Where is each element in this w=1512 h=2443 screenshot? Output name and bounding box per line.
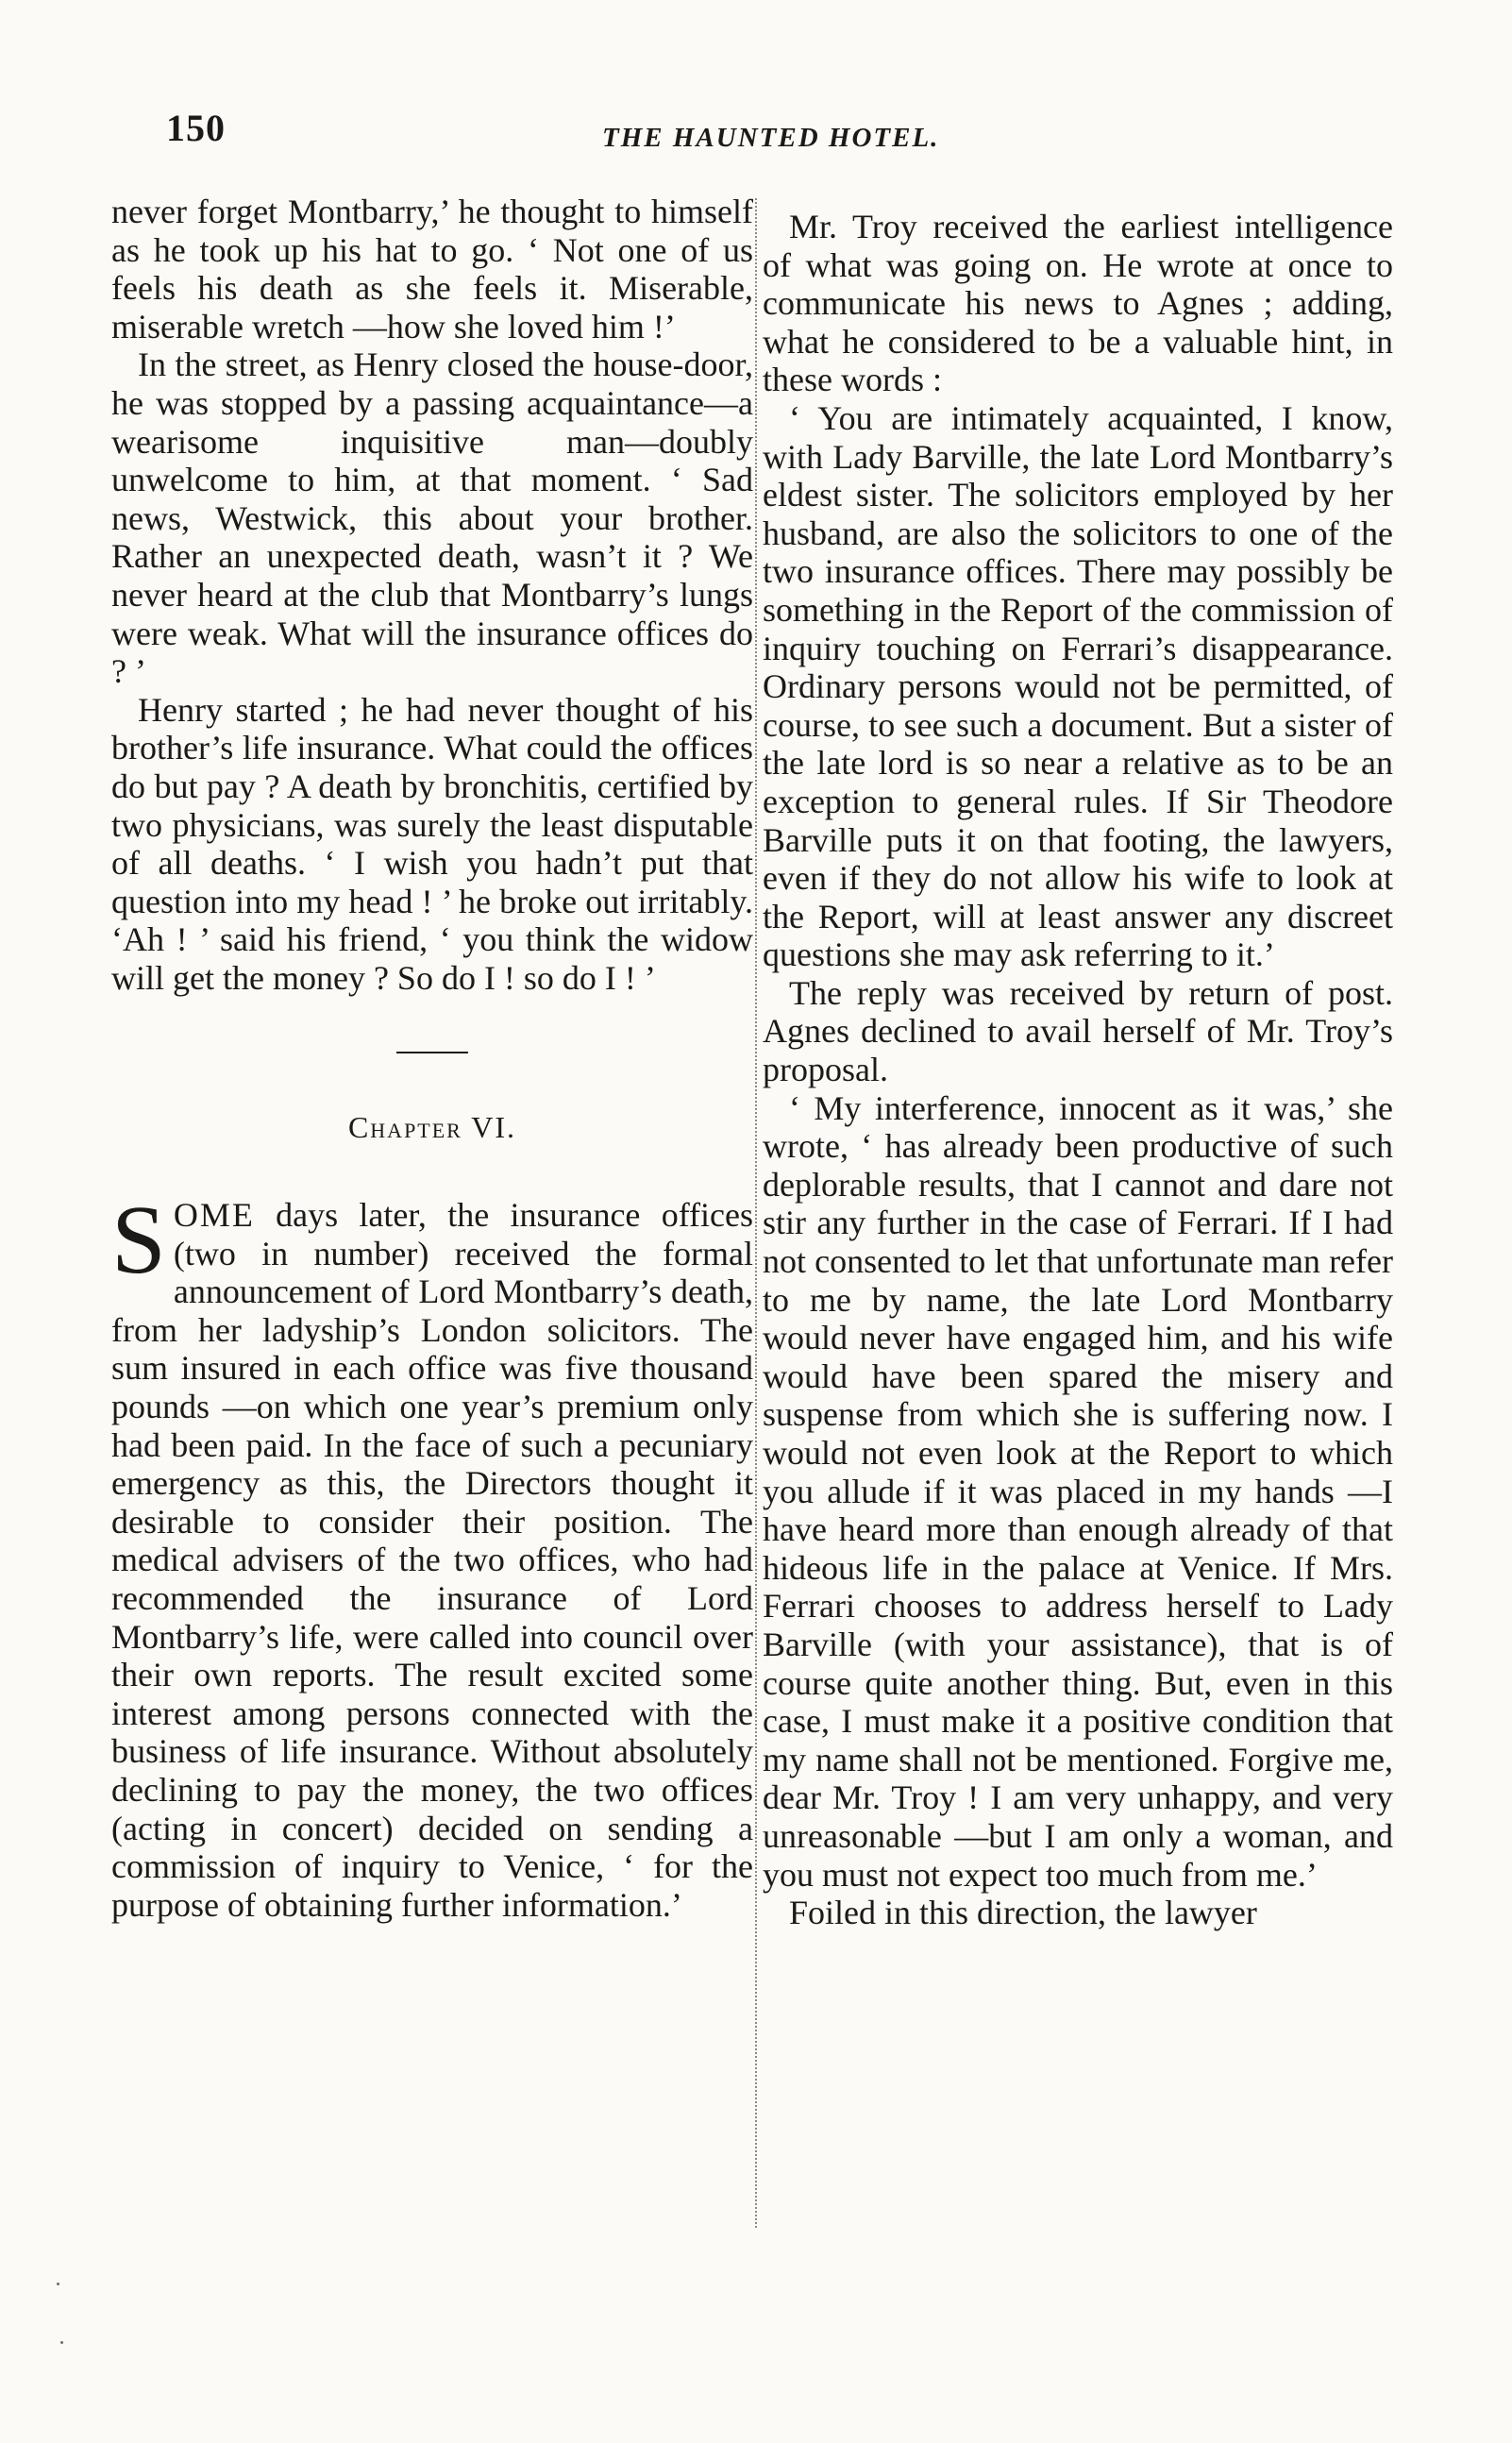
drop-cap: S (111, 1186, 166, 1295)
left-paragraph-1: never forget Montbarry,’ he thought to himself as he took up his hat to go. ‘ Not one of us feels his death as she feels it. Miserable, miserable wretch —how she loved him !’ (111, 193, 753, 345)
chapter-opening-text: days later, the insurance offices (two in number) received the formal announcement of Lord Montbarry’s death, from her ladyship’s London solicitors. The sum insured in each office was five thousand pounds —on which one year’s premium only had been paid. In the face of such a pecuniary emergency as this, the Directors thought it desirable to consider their position. The medical advisers of the two offices, who had recommended the insurance of Lord Montbarry’s life, were called into council over their own reports. The result excited some interest among persons connected with the business of life insurance. Without absolutely declining to pay the money, the two offices (acting in concert) decided on sending a commission of inquiry to Venice, ‘ for the purpose of obtaining further information.’ (111, 1196, 753, 1924)
left-paragraph-3: Henry started ; he had never thought of his brother’s life insurance. What could the offices do but pay ? A death by bronchitis, certified by two physicians, was surely the least disputable of all deaths. ‘ I wish you hadn’t put that question into my head ! ’ he broke out irritably. ‘Ah ! ’ said his friend, ‘ you think the widow will get the money ? So do I ! so do I ! ’ (111, 690, 753, 997)
column-gutter-divider (755, 198, 757, 2228)
left-column (111, 193, 753, 1924)
chapter-opening-paragraph (111, 1186, 753, 1924)
right-paragraph-3: The reply was received by return of post. Agnes declined to avail herself of Mr. Troy’s proposal. (763, 973, 1393, 1089)
chapter-first-word: OME (173, 1196, 255, 1235)
right-paragraph-1: Mr. Troy received the earliest intelligence of what was going on. He wrote at once to communicate his news to Agnes ; adding, what he considered to be a valuable hint, in these words : (763, 208, 1393, 399)
page-number: 150 (166, 107, 226, 149)
running-title: THE HAUNTED HOTEL. (602, 123, 940, 153)
section-rule (396, 1052, 468, 1053)
right-paragraph-5: Foiled in this direction, the lawyer (789, 1894, 1257, 1932)
right-column (763, 208, 1393, 1932)
paper-speck (60, 2341, 63, 2344)
chapter-heading: Chapter VI. (347, 1110, 517, 1145)
right-paragraph-4: ‘ My interference, innocent as it was,’ she wrote, ‘ has already been productive of such deplorable results, that I cannot and dare not stir any further in the case of Ferrari. If I had not consented to let that unfortunate man refer to me by name, the late Lord Montbarry would never have engaged him, and his wife would have been spared the misery and suspense from which she is suffering now. I would not even look at the Report to which you allude if it was placed in my hands —I have heard more than enough already of that hideous life in the palace at Venice. If Mrs. Ferrari chooses to address herself to Lady Barville (with your assistance), that is of course quite another thing. But, even in this case, I must make it a positive condition that my name shall not be mentioned. Forgive me, dear Mr. Troy ! I am very unhappy, and very unreasonable —but I am only a woman, and you must not expect too much from me.’ (763, 1088, 1393, 1894)
paper-speck (57, 2283, 59, 2285)
right-paragraph-2: ‘ You are intimately acquainted, I know, with Lady Barville, the late Lord Montbarry’s eldest sister. The solicitors employed by her husband, are also the solicitors to one of the two insurance offices. There may possibly be something in the Report of the commission of inquiry touching on Ferrari’s disappearance. Ordinary persons would not be permitted, of course, to see such a document. But a sister of the late lord is so near a relative as to be an exception to general rules. If Sir Theodore Barville puts it on that footing, the lawyers, even if they do not allow his wife to look at the Report, will at least answer any discreet questions she may ask referring to it.’ (763, 398, 1393, 974)
left-paragraph-2: In the street, as Henry closed the house-door, he was stopped by a passing acquaintance—a wearisome inquisitive man—doubly unwelcome to him, at that moment. ‘ Sad news, Westwick, this about your brother. Rather an unexpected death, wasn’t it ? We never heard at the club that Montbarry’s lungs were weak. What will the insurance offices do ? ’ (111, 345, 753, 691)
